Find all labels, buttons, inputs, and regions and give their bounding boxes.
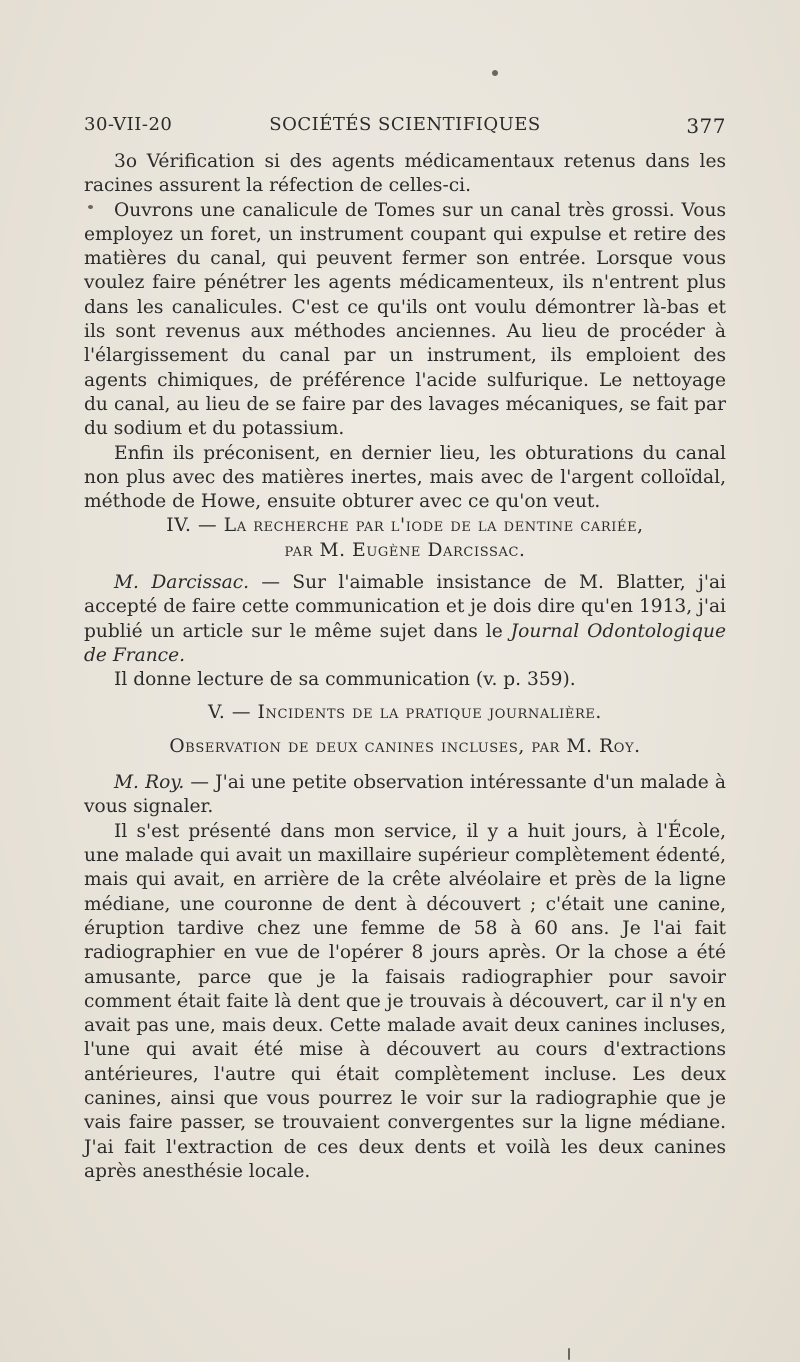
section-heading-iv: IV. — La recherche par l'iode de la dentine cariée,: [166, 515, 644, 537]
roy-intro-text: — J'ai une petite observation intéressante d'un malade à vous signaler.: [84, 772, 727, 818]
paragraph-lecture: Il donne lecture de sa communication (v. p. 359).: [114, 669, 576, 691]
paragraph-roy-observation: Il s'est présenté dans mon service, il y a huit jours, à l'École, une malade qui avait un maxillaire supérieur complètement édenté, mais qui avait, en arrière de la crête alvéolaire et près de la ligne médiane, une couronne de dent à découvert ; c'était une canine, éruption tardive chez une femme de 58 à 60 ans. Je l'ai fait radiographier en vue de l'opérer 8 jours après. Or la chose a été amusante, parce que je la faisais radiographier pour savoir comment était faite là dent que je trouvais à découvert, car il n'y en avait pas une, mais deux. Cette malade avait deux canines incluses, l'une qui avait été mise à découvert au cours d'extractions antérieures, l'autre qui était complètement incluse. Les deux canines, ainsi que vous pourrez le voir sur la radiographie que je vais faire passer, se trouvaient convergentes sur la ligne médiane. J'ai fait l'extraction de ces deux dents et voilà les deux canines après anesthésie locale.: [84, 820, 726, 1182]
ink-spot: [492, 70, 498, 76]
paragraph-verification: 3o Vérification si des agents médicamentaux retenus dans les racines assurent la réfection de celles-ci.: [84, 151, 726, 197]
ink-mark: [568, 1348, 570, 1360]
page-body: [84, 150, 726, 1184]
speaker-darcissac: M. Darcissac.: [114, 572, 250, 594]
speaker-roy: M. Roy.: [114, 772, 185, 794]
section-heading-iv-author: par M. Eugène Darcissac.: [284, 539, 526, 561]
paragraph-darcissac: [84, 571, 726, 668]
ink-spot: [88, 205, 93, 209]
section-heading-v: V. — Incidents de la pratique journalière.: [208, 701, 602, 723]
paragraph-roy-intro: [84, 771, 726, 820]
header-date: 30-VII-20: [84, 114, 173, 135]
paragraph-obturations: Enfin ils préconisent, en dernier lieu, les obturations du canal non plus avec des matières inertes, mais avec de l'argent colloïdal, méthode de Howe, ensuite obturer avec ce qu'on veut.: [84, 442, 726, 513]
header-section-title: SOCIÉTÉS SCIENTIFIQUES: [269, 114, 541, 135]
paragraph-canalicule: Ouvrons une canalicule de Tomes sur un canal très grossi. Vous employez un foret, un instrument coupant qui expulse et retire des matières du canal, qui peuvent fermer son entrée. Lorsque vous voulez faire pénétrer les agents médicamenteux, ils n'entrent plus dans les canalicules. C'est ce qu'ils ont voulu démontrer là-bas et ils sont revenus aux méthodes anciennes. Au lieu de procéder à l'élargissement du canal par un instrument, ils emploient des agents chimiques, de préférence l'acide sulfurique. Le nettoyage du canal, au lieu de se faire par des lavages mécaniques, se fait par du sodium et du potassium.: [84, 199, 726, 440]
section-heading-v-subtitle: Observation de deux canines incluses, par M. Roy.: [169, 735, 641, 757]
page-number: 377: [686, 114, 726, 138]
journal-title: Journal Odontologique de France.: [84, 620, 726, 666]
darcissac-text: — Sur l'aimable insistance de M. Blatter, j'ai accepté de faire cette communication et je dois dire qu'en 1913, j'ai publié un article sur le même sujet dans le: [84, 572, 726, 642]
